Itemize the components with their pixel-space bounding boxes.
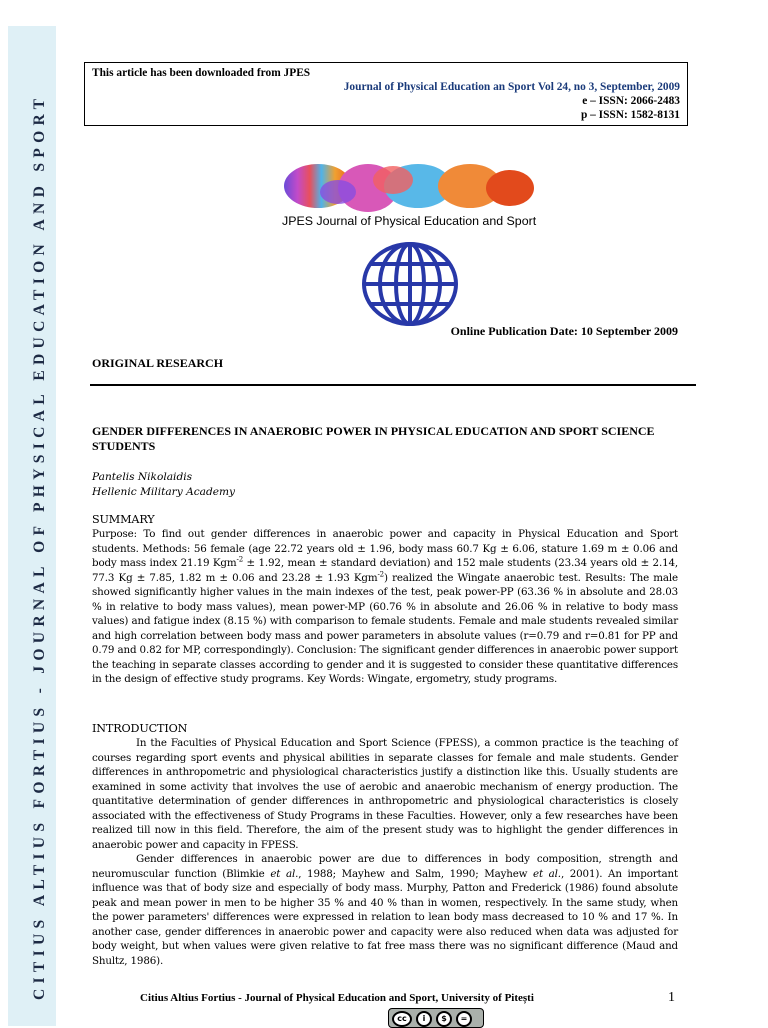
page-number: 1 <box>668 990 675 1005</box>
author-block <box>92 470 235 499</box>
globe-icon <box>364 244 456 324</box>
author-affiliation: Hellenic Military Academy <box>92 485 236 498</box>
author-name: Pantelis Nikolaidis <box>92 471 193 483</box>
downloaded-notice: This article has been downloaded from JPES <box>92 67 311 79</box>
summary-section <box>92 512 678 687</box>
section-label: ORIGINAL RESEARCH <box>92 356 224 370</box>
cc-license-badge[interactable] <box>388 1008 484 1028</box>
divider <box>90 384 696 386</box>
noncommercial-icon: $ <box>436 1011 452 1027</box>
pissn: p – ISSN: 1582-8131 <box>580 109 680 121</box>
summary-heading: SUMMARY <box>92 513 155 526</box>
logo-title: JPES Journal of Physical Education and Sport <box>282 214 537 228</box>
summary-text: Purpose: To find out gender differences in anaerobic power and capacity in Physical Education and Sport students. Methods: 56 female (age 22.72 years old ± 1.96, body mass 60.7 Kg ± 6.06, stature 1.69 m ± 0.06 and body mass index 21.19 Kgm$^{-2}$ ± 1.92, mean ± standard deviation) and 152 male students (23.34 years old ± 2.14, 77.3 Kg ± 7.85, 1.82 m ± 0.06 and 23.28 ± 1.93 Kgm$^{-2}$) realized the Wingate anaerobic test. Results: The male showed significantly higher values in the main indexes of the test, peak power-PP (63.36 % in absolute and 28.03 % in relative to body mass values), mean power-MP (60.76 % in absolute and 26.06 % in relative to body mass values) and fatigue index (8.15 %) with comparison to female students. Female and male students revealed similar and high correlation between body mass and power parameters in absolute values (r=0.79 and r=0.81 for PP and 0.79 and 0.82 for MP, correspondingly). Conclusion: The significant gender differences in anaerobic power support the teaching in separate classes according to gender and it is suggested to consider these quantitative differences in the design of effective study programs. Key Words: Wingate, ergometry, study programs. <box>92 528 678 685</box>
article-title: GENDER DIFFERENCES IN ANAEROBIC POWER IN PHYSICAL EDUCATION AND SPORT SCIENCE STUDENTS <box>92 424 655 453</box>
download-info-box <box>84 62 688 126</box>
intro-paragraph-2: Gender differences in anaerobic power are due to differences in body composition, strength and neuromuscular function (Blimkie et al., 1988; Mayhew and Salm, 1990; Mayhew et al., 2001). An important influence was that of body size and especially of body mass. Murphy, Patton and Frederick (1986) found absolute peak and mean power in men to be higher 35 % and 40 % than in women, respectively. In the same study, when the power parameters' differences were expressed in relation to lean body mass decreased to 10 % and 17 %. In another case, gender differences in anaerobic power and capacity were also reduced when data was adjusted for body weight, but when values were given relative to fat free mass there was no significant difference (Maud and Shultz, 1986). <box>92 853 678 967</box>
publication-date: Online Publication Date: 10 September 2009 <box>450 324 678 338</box>
jpes-logo <box>278 162 540 330</box>
introduction-section <box>92 721 678 968</box>
journal-citation[interactable]: Journal of Physical Education an Sport Vol 24, no 3, September, 2009 <box>343 81 680 93</box>
side-banner-text: CITIUS ALTIUS FORTIUS - JOURNAL OF PHYSICAL EDUCATION AND SPORT <box>31 93 48 1000</box>
noderivatives-icon: = <box>456 1011 472 1027</box>
color-blobs-decoration <box>284 164 534 212</box>
cc-icon: cc <box>392 1011 412 1027</box>
introduction-heading: INTRODUCTION <box>92 722 188 735</box>
intro-paragraph-1: In the Faculties of Physical Education and Sport Science (FPESS), a common practice is the teaching of courses regarding sport events and physical abilities in separate classes for female and male students. Gender differences in anthropometric and physiological characteristics justify a distinction like this. Usually students are examined in some activity that involves the use of aerobic and anaerobic mechanism of energy production. The quantitative determination of gender differences in anthropometric and physiological characteristics is closely associated with the effectiveness of Study Programs in these Faculties. However, only a few researches have been realized till now in this field. Therefore, the aim of the present study was to highlight the gender differences in anaerobic power and capacity in FPESS. <box>92 737 678 851</box>
eissn: e – ISSN: 2066-2483 <box>582 95 680 107</box>
footer-journal: Citius Altius Fortius - Journal of Physical Education and Sport, University of Pitești <box>140 992 534 1004</box>
by-attribution-icon: i <box>416 1011 432 1027</box>
